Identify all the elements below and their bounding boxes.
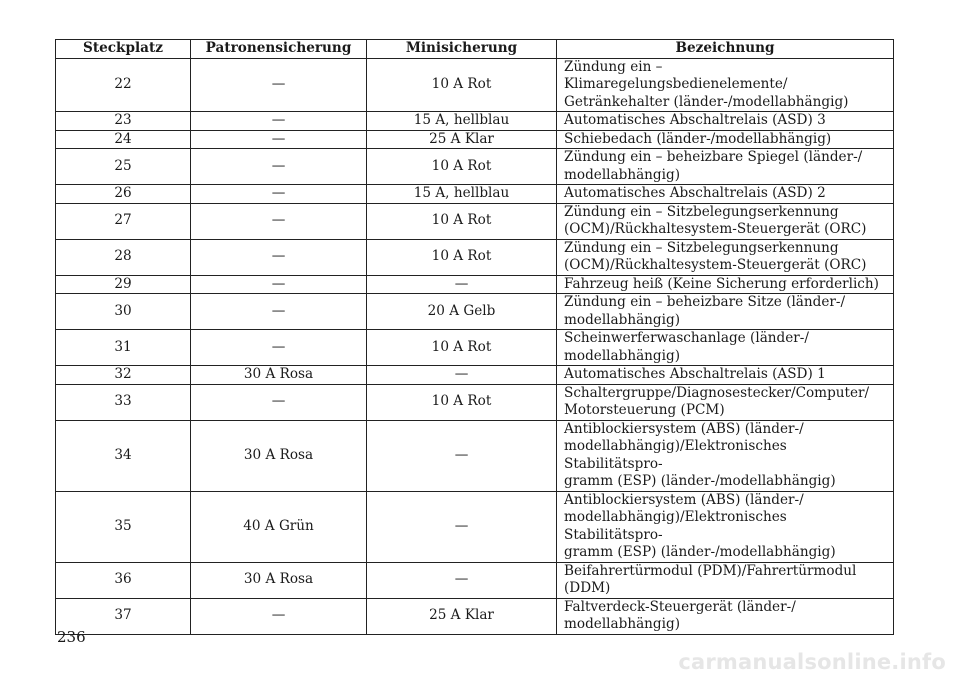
header-cartridge-fuse: Patronensicherung [191, 40, 367, 59]
cell-mini-fuse: 10 A Rot [367, 203, 557, 239]
cell-cartridge-fuse: — [191, 330, 367, 366]
table-row [56, 275, 894, 294]
cell-slot: 32 [56, 366, 191, 385]
table-row [56, 420, 894, 491]
cell-description: Beifahrertürmodul (PDM)/Fahrertürmodul (DDM) [557, 562, 894, 598]
cell-mini-fuse: 10 A Rot [367, 384, 557, 420]
cell-cartridge-fuse: — [191, 294, 367, 330]
cell-cartridge-fuse: — [191, 203, 367, 239]
fuse-table [55, 39, 894, 635]
cell-mini-fuse: 15 A, hellblau [367, 112, 557, 131]
cell-description: Zündung ein – Sitzbelegungserkennung (OCM)/Rückhaltesystem-Steuergerät (ORC) [557, 239, 894, 275]
cell-mini-fuse: — [367, 491, 557, 562]
watermark: carmanualsonline.info [678, 650, 946, 674]
cell-description: Fahrzeug heiß (Keine Sicherung erforderlich) [557, 275, 894, 294]
cell-cartridge-fuse: — [191, 112, 367, 131]
cell-slot: 37 [56, 598, 191, 634]
table-row [56, 203, 894, 239]
cell-cartridge-fuse: 30 A Rosa [191, 366, 367, 385]
table-row [56, 330, 894, 366]
cell-slot: 36 [56, 562, 191, 598]
cell-slot: 35 [56, 491, 191, 562]
cell-description: Zündung ein – Klimaregelungsbedienelemente/ Getränkehalter (länder-/modellabhängig) [557, 58, 894, 112]
cell-description: Schiebedach (länder-/modellabhängig) [557, 130, 894, 149]
table-row [56, 185, 894, 204]
table-row [56, 58, 894, 112]
cell-description: Automatisches Abschaltrelais (ASD) 1 [557, 366, 894, 385]
cell-mini-fuse: 10 A Rot [367, 239, 557, 275]
table-row [56, 149, 894, 185]
cell-mini-fuse: — [367, 275, 557, 294]
cell-slot: 33 [56, 384, 191, 420]
cell-mini-fuse: — [367, 366, 557, 385]
cell-slot: 23 [56, 112, 191, 131]
cell-cartridge-fuse: 40 A Grün [191, 491, 367, 562]
cell-mini-fuse: — [367, 420, 557, 491]
cell-mini-fuse: 10 A Rot [367, 330, 557, 366]
table-row [56, 130, 894, 149]
cell-description: Antiblockiersystem (ABS) (länder-/ modellabhängig)/Elektronisches Stabilitätspro- gramm (ESP) (länder-/modellabhängig) [557, 491, 894, 562]
cell-slot: 27 [56, 203, 191, 239]
table-row [56, 384, 894, 420]
page-number: 236 [57, 628, 86, 646]
cell-mini-fuse: 25 A Klar [367, 598, 557, 634]
cell-description: Schaltergruppe/Diagnosestecker/Computer/ Motorsteuerung (PCM) [557, 384, 894, 420]
cell-cartridge-fuse: — [191, 185, 367, 204]
table-body [56, 58, 894, 634]
table-row [56, 598, 894, 634]
cell-description: Scheinwerferwaschanlage (länder-/ modellabhängig) [557, 330, 894, 366]
cell-cartridge-fuse: — [191, 130, 367, 149]
cell-slot: 34 [56, 420, 191, 491]
cell-mini-fuse: 25 A Klar [367, 130, 557, 149]
cell-mini-fuse: — [367, 562, 557, 598]
cell-cartridge-fuse: 30 A Rosa [191, 420, 367, 491]
table-header-row [56, 40, 894, 59]
header-slot: Steckplatz [56, 40, 191, 59]
cell-mini-fuse: 20 A Gelb [367, 294, 557, 330]
cell-description: Faltverdeck-Steuergerät (länder-/ modellabhängig) [557, 598, 894, 634]
table-row [56, 239, 894, 275]
cell-slot: 24 [56, 130, 191, 149]
cell-cartridge-fuse: — [191, 598, 367, 634]
header-mini-fuse: Minisicherung [367, 40, 557, 59]
cell-description: Zündung ein – beheizbare Sitze (länder-/ modellabhängig) [557, 294, 894, 330]
cell-mini-fuse: 10 A Rot [367, 149, 557, 185]
cell-slot: 22 [56, 58, 191, 112]
table-row [56, 294, 894, 330]
cell-cartridge-fuse: — [191, 239, 367, 275]
cell-slot: 30 [56, 294, 191, 330]
cell-description: Antiblockiersystem (ABS) (länder-/ modellabhängig)/Elektronisches Stabilitätspro- gramm (ESP) (länder-/modellabhängig) [557, 420, 894, 491]
cell-cartridge-fuse: — [191, 275, 367, 294]
cell-cartridge-fuse: — [191, 149, 367, 185]
cell-description: Automatisches Abschaltrelais (ASD) 2 [557, 185, 894, 204]
cell-cartridge-fuse: 30 A Rosa [191, 562, 367, 598]
cell-description: Zündung ein – Sitzbelegungserkennung (OCM)/Rückhaltesystem-Steuergerät (ORC) [557, 203, 894, 239]
cell-cartridge-fuse: — [191, 384, 367, 420]
table-row [56, 491, 894, 562]
cell-description: Zündung ein – beheizbare Spiegel (länder-/ modellabhängig) [557, 149, 894, 185]
cell-slot: 31 [56, 330, 191, 366]
table-row [56, 562, 894, 598]
cell-mini-fuse: 10 A Rot [367, 58, 557, 112]
cell-slot: 29 [56, 275, 191, 294]
cell-slot: 28 [56, 239, 191, 275]
table-row [56, 112, 894, 131]
cell-slot: 26 [56, 185, 191, 204]
header-description: Bezeichnung [557, 40, 894, 59]
cell-mini-fuse: 15 A, hellblau [367, 185, 557, 204]
table-row [56, 366, 894, 385]
cell-description: Automatisches Abschaltrelais (ASD) 3 [557, 112, 894, 131]
cell-slot: 25 [56, 149, 191, 185]
cell-cartridge-fuse: — [191, 58, 367, 112]
